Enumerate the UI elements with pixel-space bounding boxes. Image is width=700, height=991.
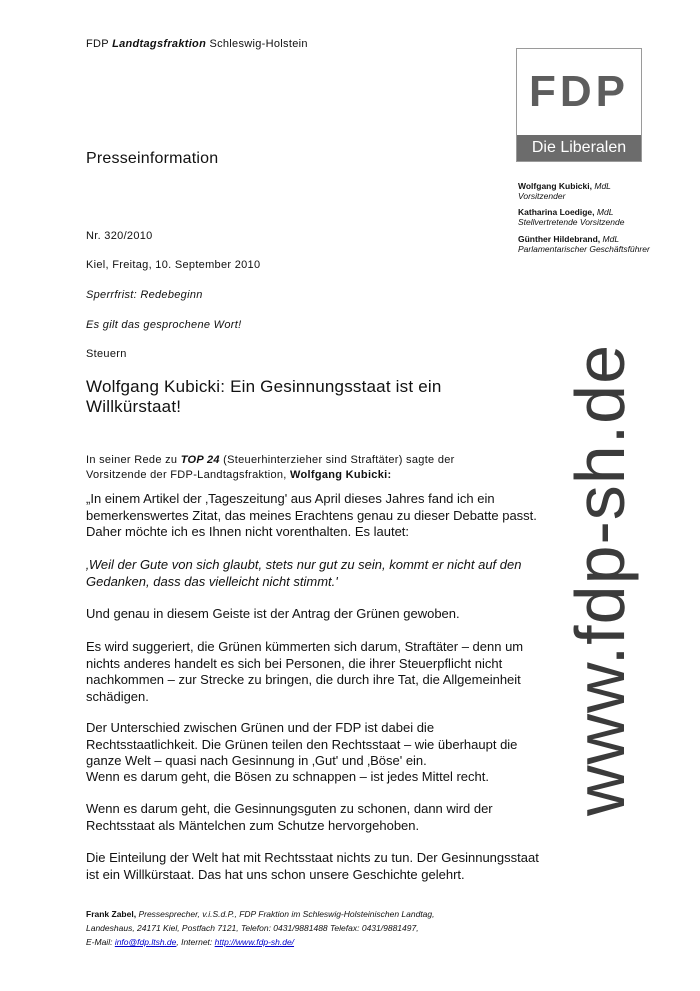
speech-paragraph: „In einem Artikel der ‚Tageszeitung' aus April dieses Jahres fand ich ein bemerkenswertes Zitat, das meines Erachtens genau zu dieser Debatte passt. Daher möchte ich es Ihnen nicht vorenthalten. Es lautet: (86, 491, 537, 539)
press-date: Kiel, Freitag, 10. September 2010 (86, 259, 261, 271)
footer-line: Landeshaus, 24171 Kiel, Postfach 7121, Telefon: 0431/9881488 Telefax: 0431/9881497, (86, 923, 419, 933)
website-watermark: www.fdp-sh.de (561, 343, 639, 817)
signatory-role: Vorsitzender (518, 191, 566, 201)
speech-paragraph: Wenn es darum geht, die Gesinnungsguten zu schonen, dann wird der Rechtsstaat als Mäntelchen zum Schutze hervorgehoben. (86, 801, 493, 833)
signatory-suffix: MdL (596, 207, 614, 217)
signatory-suffix: MdL (602, 234, 620, 244)
signatory-name: Günther Hildebrand, (518, 234, 601, 244)
topic-label: Steuern (86, 348, 127, 360)
press-number: Nr. 320/2010 (86, 230, 153, 242)
speech-paragraph: Der Unterschied zwischen Grünen und der FDP ist dabei die Rechtsstaatlichkeit. Die Grünen teilen den Rechtsstaat – wie überhaupt die ganze Welt – quasi nach Gesinnung in ‚Gut' und ‚Böse' ein. (86, 720, 518, 768)
letterhead-state: Schleswig-Holstein (209, 38, 308, 50)
signatory-role: Parlamentarischer Geschäftsführer (518, 244, 650, 254)
document-title: Presseinformation (86, 150, 219, 167)
footer-email-link[interactable]: info@fdp.ltsh.de (114, 937, 177, 947)
logo-title: FDP (529, 67, 629, 116)
signatory-2 (518, 207, 624, 227)
intro-speaker: Wolfgang Kubicki: (290, 469, 392, 481)
fdp-logo (516, 48, 642, 162)
footer-internet-label: , Internet: (176, 937, 215, 947)
intro-part: Vorsitzende der FDP-Landtagsfraktion, (86, 469, 291, 481)
signatory-role: Stellvertretende Vorsitzende (518, 217, 625, 227)
signatory-suffix: MdL (594, 181, 611, 191)
intro-text (86, 453, 526, 483)
signatory-1 (518, 181, 611, 201)
speech-quote: ‚Weil der Gute von sich glaubt, stets nur gut zu sein, kommt er nicht auf den Gedanken, dass das vielleicht nicht stimmt.' (86, 557, 522, 589)
logo-subtitle: Die Liberalen (517, 135, 641, 161)
footer-contact-name: Frank Zabel, (86, 909, 137, 919)
footer-website-link[interactable]: http://www.fdp-sh.de/ (214, 937, 295, 947)
intro-top: TOP 24 (180, 454, 220, 466)
signatory-name: Katharina Loedige, (518, 207, 595, 217)
speech-paragraph: Die Einteilung der Welt hat mit Rechtsstaat nichts zu tun. Der Gesinnungsstaat ist ein Willkürstaat. Das hat uns schon unsere Geschichte gelehrt. (86, 850, 539, 882)
spoken-word-note: Es gilt das gesprochene Wort! (86, 319, 242, 331)
speech-paragraph: Wenn es darum geht, die Bösen zu schnappen – ist jedes Mittel recht. (86, 769, 489, 784)
headline-line-2: Willkürstaat! (86, 397, 182, 416)
footer-contact (86, 907, 435, 949)
intro-part: (Steuerhinterzieher sind Straftäter) sagte der (219, 454, 455, 466)
speech-paragraph: Und genau in diesem Geiste ist der Antrag der Grünen gewoben. (86, 606, 460, 621)
headline-line-1: Wolfgang Kubicki: Ein Gesinnungsstaat ist ein (86, 377, 442, 396)
headline (86, 377, 506, 417)
letterhead-party: FDP (86, 38, 109, 50)
embargo-note: Sperrfrist: Redebeginn (86, 289, 203, 301)
signatory-name: Wolfgang Kubicki, (518, 181, 592, 191)
letterhead-fraction: Landtagsfraktion (112, 38, 207, 50)
footer-line: Pressesprecher, v.i.S.d.P., FDP Fraktion im Schleswig-Holsteinischen Landtag, (136, 909, 435, 919)
intro-part: In seiner Rede zu (86, 454, 181, 466)
signatory-3 (518, 234, 650, 254)
footer-email-label: E-Mail: (86, 937, 115, 947)
speech-paragraph: Es wird suggeriert, die Grünen kümmerten sich darum, Straftäter – denn um nichts anderes handelt es sich bei Personen, die ihrer Steuerpflicht nicht nachkommen – zur Strecke zu bringen, die durch ihre Tat, die Allgemeinheit schädigen. (86, 639, 524, 704)
letterhead (86, 38, 308, 50)
